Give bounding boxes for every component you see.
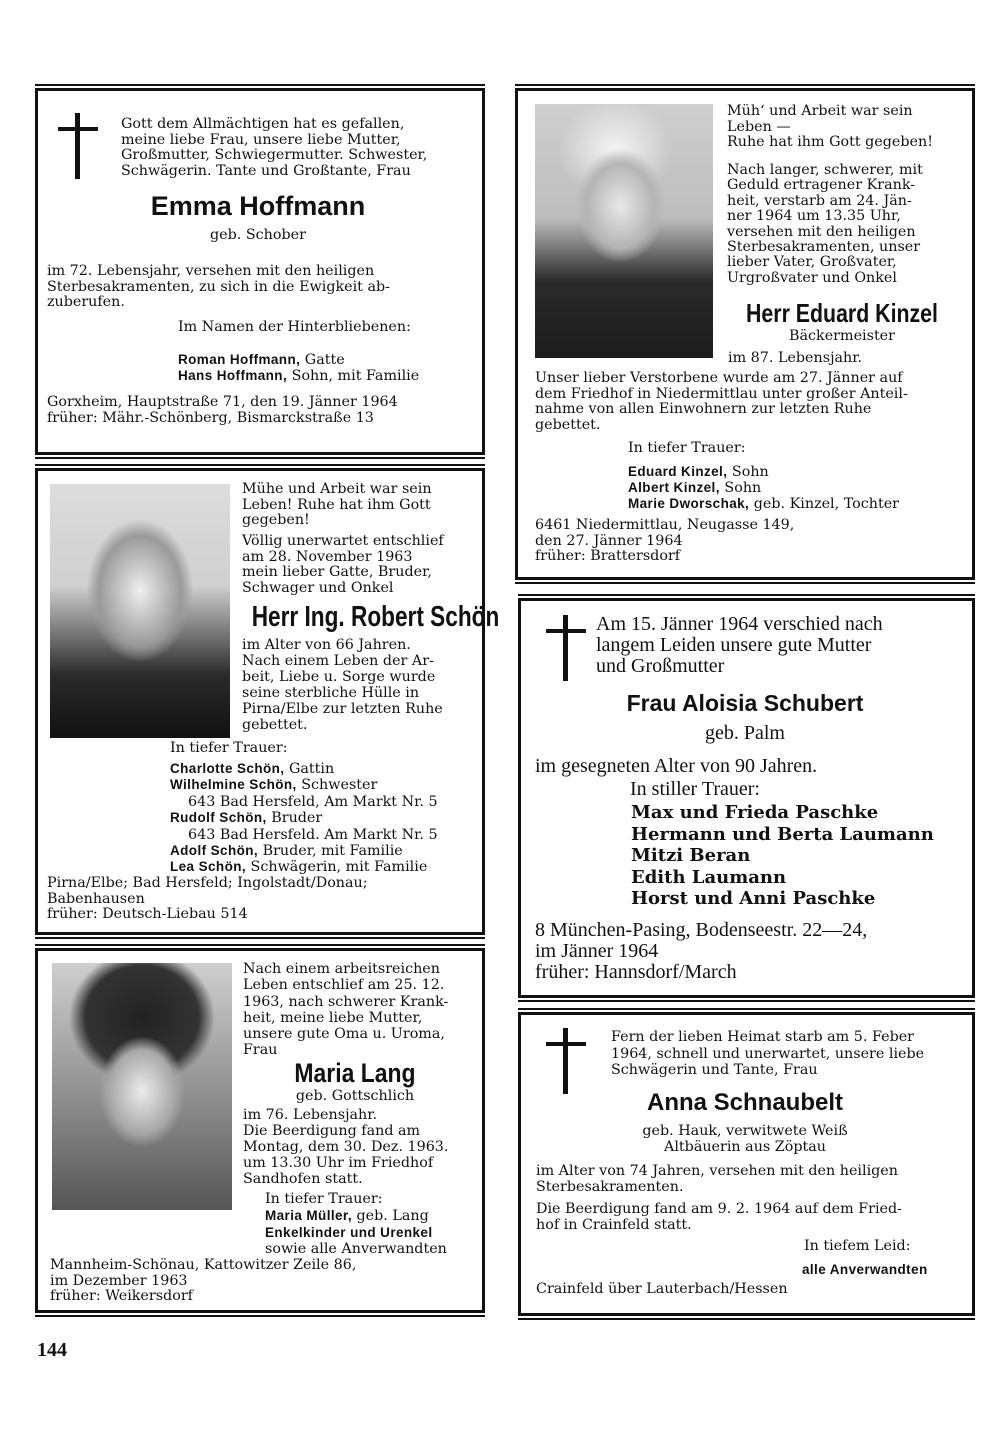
mourner-name: Wilhelmine Schön, <box>170 777 297 793</box>
text-line: Pirna/Elbe; Bad Hersfeld; Ingolstadt/Donau; <box>47 875 368 891</box>
text-line: gebettet. <box>242 717 308 733</box>
text-line: Nach einem arbeitsreichen <box>243 961 440 977</box>
mourner-line <box>170 827 438 843</box>
text-line: 1963, nach schwerer Krank- <box>243 993 449 1010</box>
text-line: Max und Frieda Paschke <box>631 802 879 823</box>
cross-icon <box>58 113 98 179</box>
text-line: meine liebe Frau, unsere liebe Mutter, <box>121 131 401 148</box>
intro-text <box>121 117 427 179</box>
text-line: zuberufen. <box>47 294 125 311</box>
cross-icon <box>546 615 586 681</box>
text-line: Sterbesakramenten. <box>536 1178 684 1195</box>
text-line: Edith Laumann <box>631 866 787 888</box>
text-line: gebettet. <box>535 416 601 433</box>
text-line: unsere gute Oma u. Uroma, <box>243 1026 445 1043</box>
text-line: Mühe und Arbeit war sein <box>242 481 432 497</box>
text-line: ner 1964 um 13.35 Uhr, <box>727 208 901 225</box>
mourner-relation: Schwester <box>296 777 378 794</box>
text-line: im Alter von 74 Jahren, versehen mit den heiligen <box>536 1163 898 1179</box>
mourner-line <box>265 1225 447 1242</box>
text-line: Geduld ertragener Krank- <box>727 177 916 194</box>
text-line: hof in Crainfeld statt. <box>536 1216 692 1233</box>
occupation <box>742 329 942 345</box>
text-line: alle Anverwandten <box>802 1262 928 1277</box>
footer-address <box>50 1258 356 1305</box>
mourner-relation: Bruder <box>266 810 323 827</box>
mourning-label: In stiller Trauer: <box>630 778 760 800</box>
mourners-list <box>802 1262 928 1278</box>
text-line: Ruhe hat ihm Gott gegeben! <box>727 134 933 151</box>
text-line: am 28. November 1963 <box>242 548 413 565</box>
mourner-relation: geb. Lang <box>351 1208 429 1224</box>
page-number: 144 <box>37 1339 67 1361</box>
mourner-relation: Sohn <box>727 464 769 480</box>
mourner-name: Albert Kinzel, <box>628 480 720 495</box>
mourners-list <box>170 761 438 876</box>
text-line: im 72. Lebensjahr, versehen mit den heiligen <box>47 263 375 279</box>
deceased-name: Frau Aloisia Schubert <box>626 690 864 716</box>
mourner-name: Adolf Schön, <box>170 843 259 859</box>
mourner-relation: Gatte <box>300 352 345 368</box>
mourning-label: Im Namen der Hinterbliebenen: <box>178 319 411 335</box>
mourner-name: Marie Dworschak, <box>628 496 750 511</box>
mourner-line <box>265 1241 447 1258</box>
text-line: langem Leiden unsere gute Mutter <box>596 634 872 656</box>
mourning-label: In tiefem Leid: <box>804 1238 911 1254</box>
text-line: Großmutter, Schwiegermutter. Schwester, <box>121 147 428 164</box>
text-line: Leben! Ruhe hat ihm Gott <box>242 496 431 513</box>
text-line: nahme von allen Einwohnern zur letzten Ruhe <box>535 401 872 418</box>
text-line: im 87. Lebensjahr. <box>728 350 863 366</box>
text-line: Müh‘ und Arbeit war sein <box>727 103 913 119</box>
portrait-photo <box>535 104 713 358</box>
mourner-line <box>170 810 438 826</box>
text-line: Völlig unerwartet entschlief <box>242 533 444 549</box>
footer-address <box>536 1282 788 1298</box>
text-line: im Dezember 1963 <box>50 1272 188 1289</box>
body-text <box>536 1164 898 1195</box>
mourner-line <box>170 777 438 793</box>
mourner-line <box>265 1208 447 1225</box>
text-line: Sterbesakramenten, zu sich in die Ewigkeit ab- <box>47 278 390 295</box>
intro-text <box>611 1029 924 1079</box>
text-line: früher: Mähr.-Schönberg, Bismarckstraße 13 <box>47 409 374 426</box>
footer-address <box>535 920 867 983</box>
body-text <box>243 1107 448 1187</box>
text-line: Gott dem Allmächtigen hat es gefallen, <box>121 116 405 132</box>
footer-address <box>47 876 368 923</box>
mourner-name: Eduard Kinzel, <box>628 464 728 479</box>
mourner-line <box>178 352 419 368</box>
mourner-name: Charlotte Schön, <box>170 761 285 776</box>
text-line: Babenhausen <box>47 890 145 907</box>
footer-address <box>47 395 398 426</box>
maiden-name <box>605 1123 885 1155</box>
text-line: im 76. Lebensjahr. <box>243 1107 378 1123</box>
mourner-relation: 643 Bad Hersfeld, Am Markt Nr. 5 <box>188 793 438 810</box>
text-line: Leben entschlief am 25. 12. <box>243 977 445 994</box>
text-line: Bäckermeister <box>789 328 895 344</box>
body-text <box>535 756 817 777</box>
mourner-relation: Gattin <box>284 761 335 777</box>
deceased-name: Herr Ing. Robert Schön <box>251 601 500 633</box>
text-line: Am 15. Jänner 1964 verschied nach <box>596 613 883 635</box>
text-line: Schwägerin und Tante, Frau <box>611 1062 818 1078</box>
text-line: früher: Brattersdorf <box>535 548 681 565</box>
body-text-2 <box>536 1202 902 1233</box>
text-line: früher: Weikersdorf <box>50 1288 193 1305</box>
text-line: geb. Schober <box>210 227 306 243</box>
mourner-name: Maria Müller, <box>265 1208 352 1223</box>
text-line: Fern der lieben Heimat starb am 5. Feber <box>611 1029 915 1045</box>
mourner-name: Rudolf Schön, <box>170 810 267 826</box>
deceased-name: Anna Schnaubelt <box>646 1089 844 1116</box>
mourning-label: In tiefer Trauer: <box>265 1191 383 1207</box>
mourner-relation: 643 Bad Hersfeld. Am Markt Nr. 5 <box>188 826 438 843</box>
age-text <box>728 351 862 367</box>
text-line: lieber Vater, Großvater, <box>727 254 897 271</box>
text-line: Schwager und Onkel <box>242 579 394 596</box>
body-text <box>47 264 390 311</box>
text-line: Pirna/Elbe zur letzten Ruhe <box>242 701 443 717</box>
mourner-relation: Bruder, mit Familie <box>258 843 403 860</box>
mourner-relation: geb. Kinzel, Tochter <box>749 496 900 512</box>
text-line: Schwägerin. Tante und Großtante, Frau <box>121 162 411 179</box>
mourner-name: Hans Hoffmann, <box>178 368 288 383</box>
mourner-line <box>178 368 419 384</box>
mourner-relation: Sohn <box>719 480 762 496</box>
text-line: Sterbesakramenten, unser <box>727 239 921 256</box>
text-line: Frau <box>243 1042 278 1059</box>
mourner-name: Roman Hoffmann, <box>178 352 301 367</box>
intro-text <box>596 614 883 677</box>
text-line: 6461 Niedermittlau, Neugasse 149, <box>535 517 795 533</box>
text-line: Horst und Anni Paschke <box>631 888 876 909</box>
mourner-name: Enkelkinder und Urenkel <box>265 1224 433 1240</box>
text-line: Crainfeld über Lauterbach/Hessen <box>536 1281 788 1297</box>
maiden-name <box>158 228 358 244</box>
deceased-name: Emma Hoffmann <box>150 191 366 221</box>
text-line: Montag, dem 30. Dez. 1963. <box>243 1139 449 1155</box>
text-line: beit, Liebe u. Sorge wurde <box>242 669 436 685</box>
footer-address <box>535 518 794 565</box>
text-line: Unser lieber Verstorbene wurde am 27. Jänner auf <box>535 370 903 386</box>
mourner-line <box>628 464 899 480</box>
text-line: heit, meine liebe Mutter, <box>243 1009 423 1026</box>
text-line: und Großmutter <box>596 655 725 677</box>
text-line: Sandhofen statt. <box>243 1171 363 1187</box>
text-line: geb. Hauk, verwitwete Weiß <box>642 1123 848 1139</box>
text-line: um 13.30 Uhr im Friedhof <box>243 1155 434 1171</box>
mourner-line <box>170 843 438 859</box>
mourner-line <box>628 480 899 496</box>
text-line: Leben — <box>727 118 791 135</box>
text-line: Die Beerdigung fand am <box>243 1123 421 1139</box>
mourning-label: In tiefer Trauer: <box>170 740 288 756</box>
mourner-line <box>170 761 438 777</box>
text-line: dem Friedhof in Niedermittlau unter großer Anteil- <box>535 385 908 402</box>
text-line: Mannheim-Schönau, Kattowitzer Zeile 86, <box>50 1257 357 1273</box>
text-line: Urgroßvater und Onkel <box>727 269 897 286</box>
intro-text <box>243 961 448 1059</box>
mourning-label: In tiefer Trauer: <box>628 440 746 456</box>
intro-text-2 <box>727 163 923 286</box>
body-text <box>242 637 443 733</box>
intro-text <box>727 104 933 151</box>
mourners-list <box>178 352 419 384</box>
text-line: versehen mit den heiligen <box>727 223 916 240</box>
text-line: im gesegneten Alter von 90 Jahren. <box>535 755 818 777</box>
text-line: früher: Hannsdorf/March <box>535 961 737 983</box>
text-line: Gorxheim, Hauptstraße 71, den 19. Jänner 1964 <box>47 394 398 410</box>
text-line: Hermann und Berta Laumann <box>631 823 934 845</box>
text-line: den 27. Jänner 1964 <box>535 532 683 549</box>
mourner-line <box>628 496 899 512</box>
text-line: Mitzi Beran <box>631 845 751 866</box>
text-line: im Jänner 1964 <box>535 940 659 962</box>
mourner-line <box>170 859 438 875</box>
deceased-name: Herr Eduard Kinzel <box>746 298 938 328</box>
maiden-name <box>255 1089 455 1105</box>
text-line: Die Beerdigung fand am 9. 2. 1964 auf dem Fried- <box>536 1201 902 1217</box>
text-line: Altbäuerin aus Zöptau <box>664 1139 826 1155</box>
maiden-name <box>645 723 845 744</box>
mourners-list <box>265 1208 447 1258</box>
mourner-line <box>170 794 438 810</box>
text-line: im Alter von 66 Jahren. <box>242 637 411 653</box>
mourner-name: Lea Schön, <box>170 859 247 875</box>
intro-text <box>242 482 432 529</box>
body-text <box>535 371 908 433</box>
text-line: gegeben! <box>242 512 310 529</box>
deceased-name: Maria Lang <box>294 1058 416 1088</box>
mourner-relation: Schwägerin, mit Familie <box>246 859 428 876</box>
mourner-relation: Sohn, mit Familie <box>287 368 420 384</box>
cross-icon <box>546 1028 586 1094</box>
text-line: geb. Palm <box>705 722 785 744</box>
text-line: geb. Gottschlich <box>295 1088 415 1104</box>
text-line: heit, verstarb am 24. Jän- <box>727 192 912 209</box>
text-line: Nach einem Leben der Ar- <box>242 653 434 669</box>
text-line: 1964, schnell und unerwartet, unsere liebe <box>611 1045 925 1062</box>
mourners-list <box>631 802 934 910</box>
mourner-relation: sowie alle Anverwandten <box>265 1241 447 1257</box>
text-line: Nach langer, schwerer, mit <box>727 162 923 178</box>
text-line: seine sterbliche Hülle in <box>242 685 420 701</box>
text-line: mein lieber Gatte, Bruder, <box>242 564 432 581</box>
text-line: früher: Deutsch-Liebau 514 <box>47 906 248 923</box>
mourners-list <box>628 464 899 512</box>
portrait-photo <box>50 484 230 738</box>
intro-text-2 <box>242 534 444 596</box>
portrait-photo <box>52 963 232 1210</box>
text-line: 8 München-Pasing, Bodenseestr. 22—24, <box>535 919 868 941</box>
